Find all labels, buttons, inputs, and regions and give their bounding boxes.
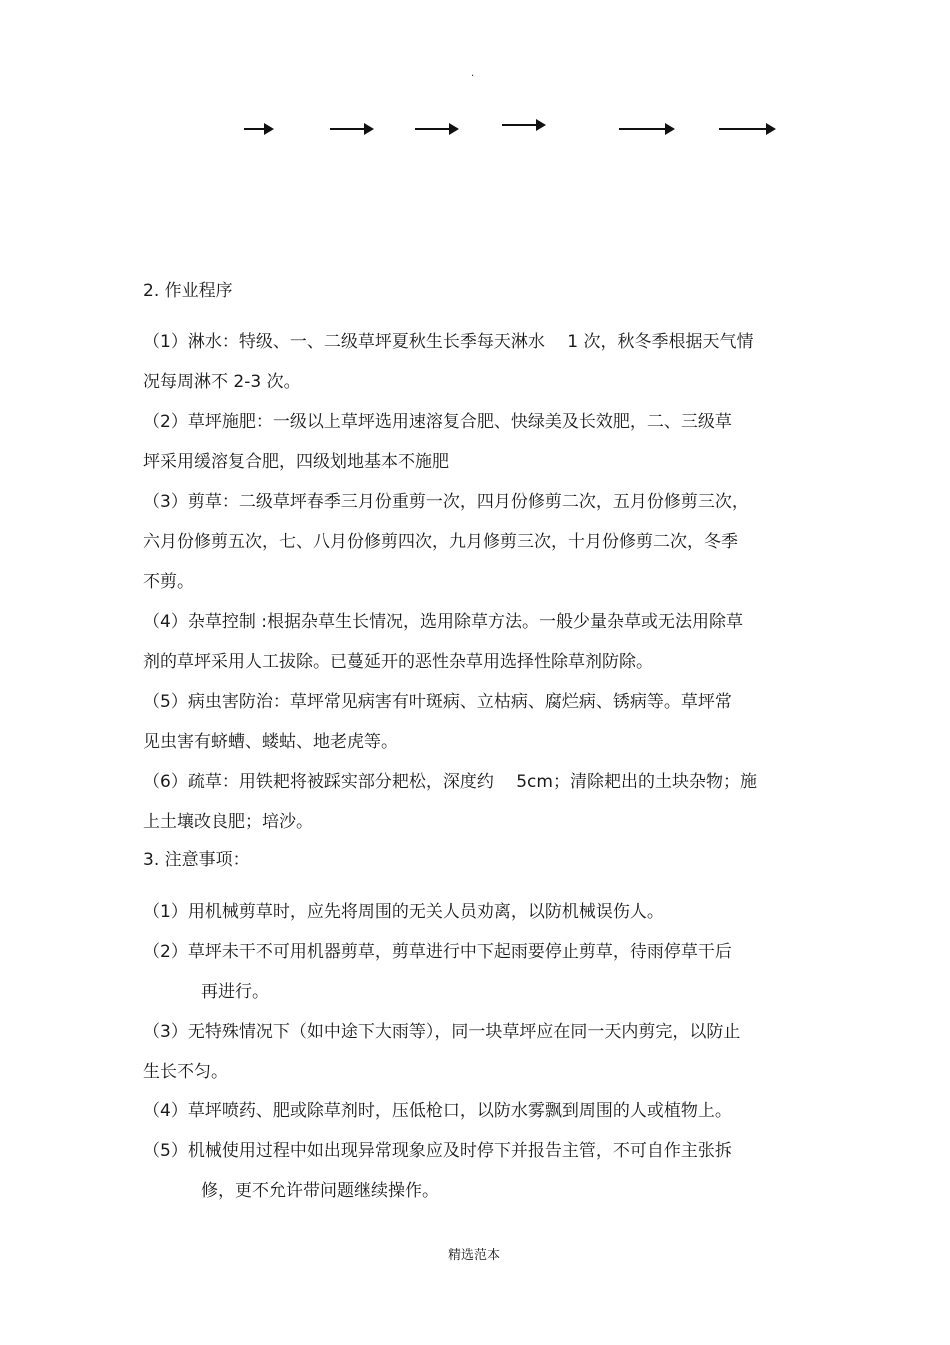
paragraph-line: （2）草坪施肥：一级以上草坪选用速溶复合肥、快绿美及长效肥，二、三级草	[143, 412, 732, 432]
paragraph-line: （4）草坪喷药、肥或除草剂时，压低枪口，以防水雾飘到周围的人或植物上。	[143, 1101, 732, 1121]
paragraph-line: （1）淋水：特级、一、二级草坪夏秋生长季每天淋水 1 次，秋冬季根据天气情	[143, 332, 754, 352]
paragraph-line: 见虫害有蛴螬、蝼蛄、地老虎等。	[143, 732, 398, 752]
paragraph-line: 况每周淋不 2-3 次。	[143, 372, 301, 392]
paragraph-line: （4）杂草控制 :根据杂草生长情况，选用除草方法。一般少量杂草或无法用除草	[143, 612, 743, 632]
paragraph-line: 生长不匀。	[143, 1062, 228, 1082]
paragraph-line: 修，更不允许带问题继续操作。	[201, 1181, 439, 1201]
header-mark: ·	[471, 71, 475, 82]
section-heading: 3. 注意事项：	[143, 850, 250, 870]
paragraph-line: 剂的草坪采用人工拔除。已蔓延开的恶性杂草用选择性除草剂防除。	[143, 652, 653, 672]
paragraph-line: 六月份修剪五次，七、八月份修剪四次，九月修剪三次，十月份修剪二次，冬季	[143, 532, 738, 552]
paragraph-line: （5）病虫害防治：草坪常见病害有叶斑病、立枯病、腐烂病、锈病等。草坪常	[143, 692, 732, 712]
page-footer: 精选范本	[448, 1248, 501, 1263]
paragraph-line: 坪采用缓溶复合肥，四级划地基本不施肥	[143, 452, 449, 472]
paragraph-line: 再进行。	[201, 982, 269, 1002]
arrow-right-icon	[619, 123, 675, 135]
arrow-right-icon	[244, 123, 274, 135]
paragraph-line: （2）草坪未干不可用机器剪草，剪草进行中下起雨要停止剪草，待雨停草干后	[143, 942, 732, 962]
paragraph-line: （3）剪草：二级草坪春季三月份重剪一次，四月份修剪二次，五月份修剪三次，	[143, 492, 749, 512]
paragraph-line: 上土壤改良肥；培沙。	[143, 812, 313, 832]
arrow-right-icon	[502, 119, 546, 131]
paragraph-line: （3）无特殊情况下（如中途下大雨等），同一块草坪应在同一天内剪完，以防止	[143, 1022, 741, 1042]
paragraph-line: （1）用机械剪草时，应先将周围的无关人员劝离，以防机械误伤人。	[143, 902, 664, 922]
section-heading: 2. 作业程序	[143, 281, 233, 301]
arrow-right-icon	[719, 123, 776, 135]
paragraph-line: 不剪。	[143, 572, 194, 592]
arrow-right-icon	[330, 123, 374, 135]
arrow-right-icon	[415, 123, 459, 135]
paragraph-line: （5）机械使用过程中如出现异常现象应及时停下并报告主管，不可自作主张拆	[143, 1141, 732, 1161]
paragraph-line: （6）疏草：用铁耙将被踩实部分耙松，深度约 5cm；清除耙出的土块杂物；施	[143, 772, 757, 792]
